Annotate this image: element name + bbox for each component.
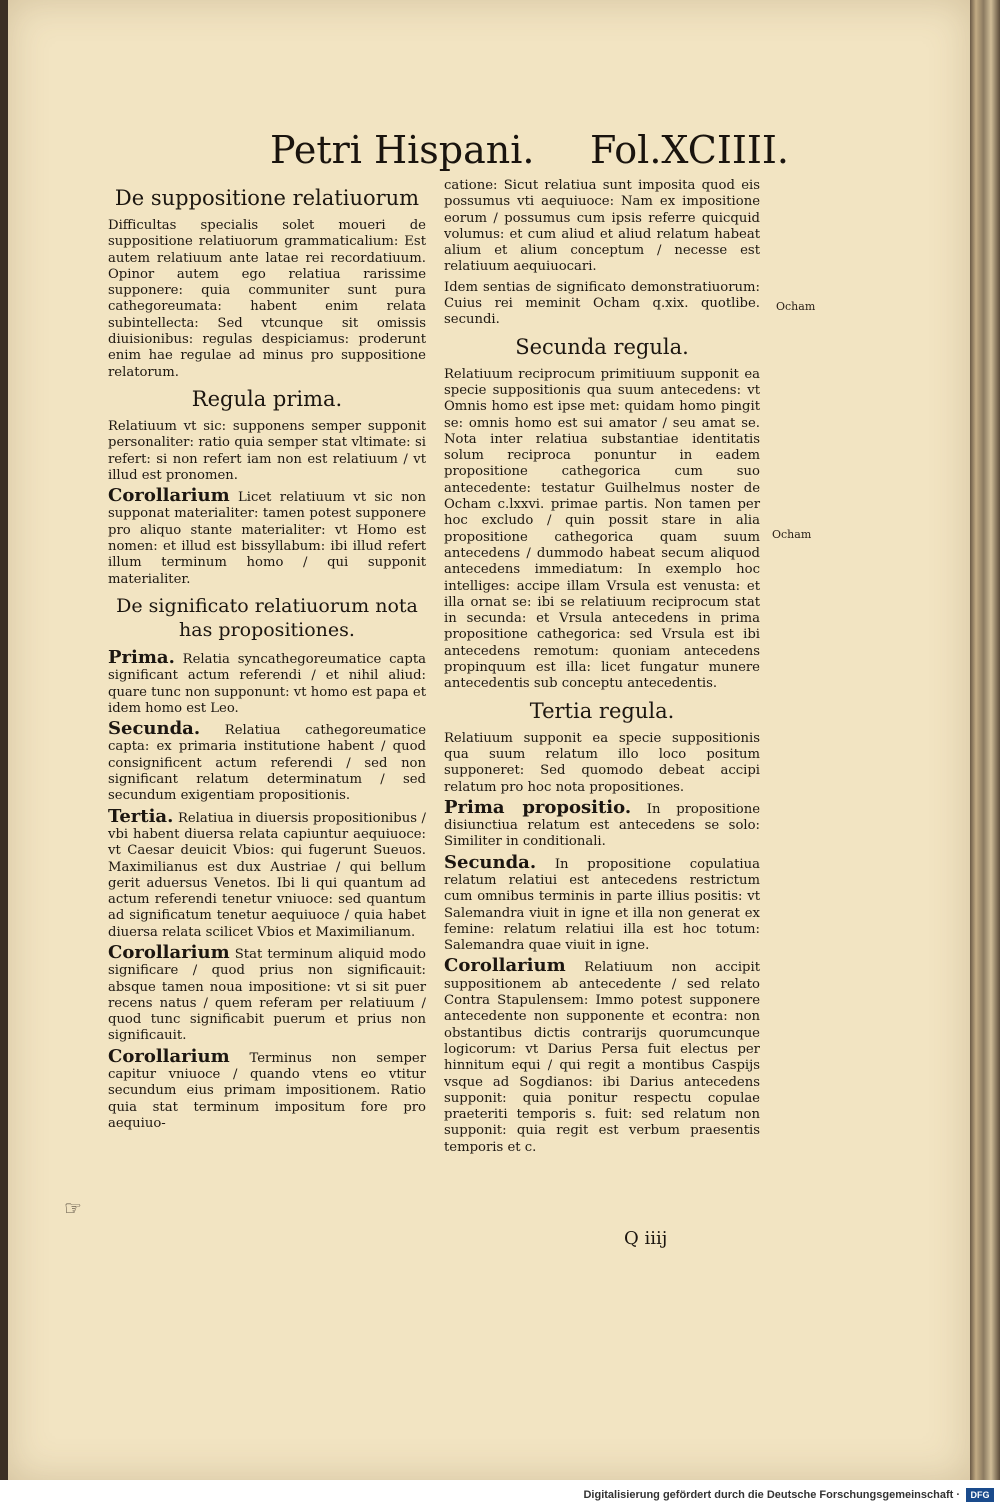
paragraph-text: Relatiuum vt sic: supponens semper supponit personaliter: ratio quia semper stat vltimate: si refert: si non refert iam non est relatiuum / vt illud est pronomen.: [108, 418, 426, 483]
left-column: [108, 180, 426, 1136]
folio-number: Fol.XCIIII.: [590, 128, 789, 172]
paragraph: [444, 851, 760, 955]
paragraph-text: Stat terminum aliquid modo significare / quod prius non significauit: absque tamen noua impositione: vt si sit puer recens natus / quem referam per relatiuum / quod tunc significabit puerum et prius non significauit.: [108, 946, 426, 1044]
paragraph-text: Relatiuum supponit ea specie suppositionis qua suum relatum illo loco positum supponeret: Sed quomodo debeat accipi relatum pro hoc nota propositiones.: [444, 730, 760, 795]
paragraph: [108, 718, 426, 804]
paragraph-text: Relatiua in diuersis propositionibus / vbi habent diuersa relata capiuntur aequiuoce: vt Caesar deuicit Vbios: qui fugerunt Sueuos. Maximilianus est dux Austriae / qui bellum gerit aduersus Venetos. Ibi li qui quantum ad actum referendi tenetur vniuoce: sed quantum ad significatum tenetur aequiuoce / quia habet diuersa relata scilicet Vbios et Maximilianum.: [108, 810, 426, 940]
paragraph-lead: Corollarium: [108, 941, 230, 963]
paragraph: [444, 367, 760, 693]
paragraph-text: Relatia syncathegoreumatice capta significant actum referendi / et nihil aliud: quare tunc non supponunt: vt homo est papa et idem homo est Leo.: [108, 651, 426, 716]
paragraph-lead: Corollarium: [108, 1045, 230, 1067]
paragraph-text: In propositione copulatiua relatum relatiui est antecedens restrictum cum omnibus terminis in parte illius positis: vt Salemandra viuit in igne et illa non generat ex femine: relatum relatiui illa est hoc totum: Salemandra quae viuit in igne.: [444, 856, 760, 954]
margin-note-ocham-2: Ocham: [772, 528, 812, 541]
manicule-icon: ☞: [64, 1196, 82, 1220]
paragraph: [108, 941, 426, 1045]
paragraph-lead: Prima.: [108, 646, 175, 668]
paragraph-text: Terminus non semper capitur vniuoce / quando vtens eo vtitur secundum eius primam impositionem. Ratio quia stat terminum impositum fore pro aequiuo-: [108, 1050, 426, 1131]
paragraph-lead: Prima propositio.: [444, 796, 632, 818]
paragraph-text: Idem sentias de significato demonstratiuorum: Cuius rei meminit Ocham q.xix. quotlibe. secundi.: [444, 279, 760, 328]
paragraph: [444, 178, 760, 276]
section-heading: Secunda regula.: [515, 334, 689, 359]
paragraph-lead: Corollarium: [444, 955, 566, 977]
margin-note-ocham-1: Ocham: [776, 300, 816, 313]
section-heading: De suppositione relatiuorum: [114, 186, 420, 210]
signature-mark: Q iiij: [624, 1228, 668, 1249]
section-heading: Tertia regula.: [529, 698, 675, 723]
paragraph-lead: Secunda.: [108, 718, 201, 740]
paragraph-text: Licet relatiuum vt sic non supponat materialiter: tamen potest supponere pro aliquo stante materialiter: vt Homo est nomen: et illud est bissyllabum: ibi illud refert illum terminum homo / qui supponit materialiter.: [108, 490, 426, 587]
paragraph-lead: Secunda.: [444, 851, 537, 873]
paragraph: [108, 1045, 426, 1132]
book-edge: [970, 0, 1000, 1480]
paragraph: [108, 218, 426, 381]
section-heading: De significato relatiuorum nota has propositiones.: [116, 594, 418, 641]
paragraph: [108, 805, 426, 941]
section-heading: Regula prima.: [191, 386, 343, 411]
right-column: [444, 178, 760, 1160]
paragraph: [444, 731, 760, 796]
paragraph-lead: Corollarium: [108, 485, 230, 507]
footer-credit: Digitalisierung gefördert durch die Deutsche Forschungsgemeinschaft ·: [583, 1489, 960, 1501]
paragraph-text: Difficultas specialis solet moueri de suppositione relatiuorum grammaticalium: Est autem relatiuum ante latae rei recordatiuum. Opinor autem ego relatiua rarissime supponere: quia communiter sunt pura cathegoreumata: habent enim relata subintellecta: Sed vtcunque sit omissis diuisionibus: regulas despiciamus: proderunt enim hae regulae ad minus pro suppositione relatorum.: [108, 218, 426, 380]
paragraph-text: Relatiuum non accipit suppositionem ab antecedente / sed relato Contra Stapulensem: Immo potest supponere antecedente non supponente et econtra: non obstantibus dictis contrarijs quorumcunque logicorum: vt Darius Persa fuit electus per hinnitum equi / qui regit a montibus Caspijs vsque ad Sogdianos: ibi Darius antecedens supponit: quia ponitur respectu copulae praeteriti temporis s. fuit: sed relatum non supponit: quia regit est verbum praesentis temporis et c.: [444, 960, 760, 1155]
running-head: Petri Hispani.: [270, 128, 535, 172]
paragraph: [108, 419, 426, 484]
paragraph-text: Relatiuum reciprocum primitiuum supponit ea specie suppositionis qua suum antecedens: vt Omnis homo est ipse met: quidam homo pingit se: omnis homo est sui amator / seu amat se. Nota inter relatiua substantiae identitatis solum reciproca ponuntur in eadem propositione cathegorica cum suo antecedente: testatur Guilhelmus noster de Ocham c.lxxvi. primae partis. Non tamen per hoc excludo / quin possit stare in alia propositione cathegorica quam suum antecedens / dummodo habeat secum aliquod antecedens immediatum: In exemplo hoc intelliges: accipe illam Vrsula est venusta: et illa ornat se: ibi se relatiuum reciprocum stat in secunda: et Vrsula antecedens in prima propositione cathegorica: sed Vrsula est ibi antecedens remotum: quoniam antecedens propinquum est illa: licet fungatur munere antecedentis sub conceptu antecedentis.: [444, 366, 760, 692]
paragraph: [108, 646, 426, 717]
paragraph: [444, 955, 760, 1156]
paragraph: [444, 280, 760, 329]
dfg-logo: DFG: [966, 1488, 994, 1502]
paragraph-text: Relatiua cathegoreumatice capta: ex primaria institutione habent / quod consignificent actum referendi / sed non significant relatum determinatum / sed secundum exigentiam propositionis.: [108, 723, 426, 804]
paragraph-text: catione: Sicut relatiua sunt imposita quod eis possumus vti aequiuoce: Nam ex impositione eorum / possumus cum ipsis referre quicquid volumus: et cum aliud et aliud relatum habeat alium et alium conceptum / necesse est relatiuum aequiuocari.: [444, 178, 760, 275]
paragraph-text: In propositione disiunctiua relatum est antecedens se solo: Similiter in conditionali.: [444, 801, 760, 850]
paragraph: [108, 485, 426, 588]
paragraph-lead: Tertia.: [108, 805, 174, 827]
paragraph: [444, 796, 760, 851]
